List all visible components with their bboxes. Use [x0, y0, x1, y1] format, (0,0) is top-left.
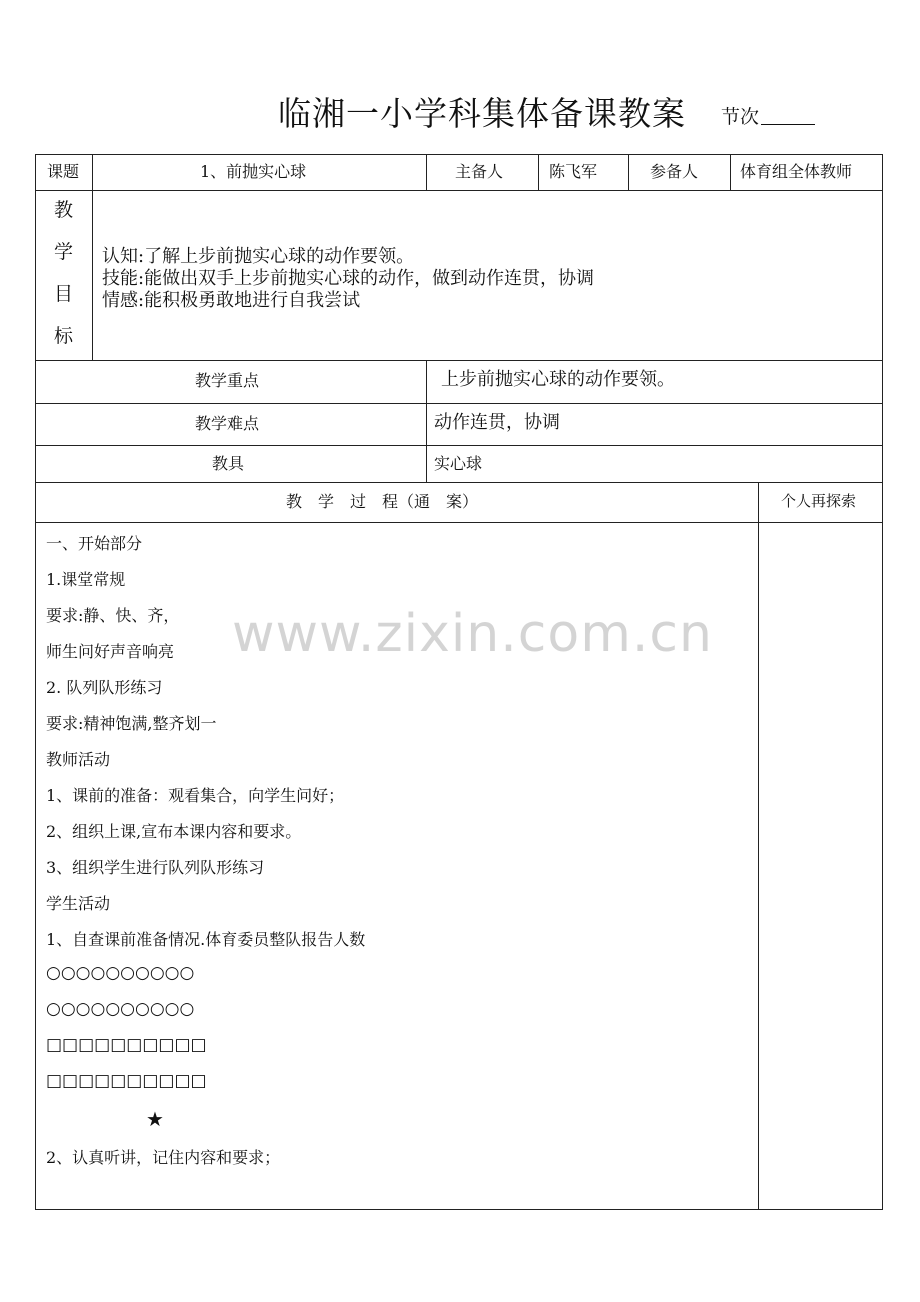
exploration-body-cell — [758, 522, 883, 1210]
participant-label: 参备人 — [650, 162, 699, 181]
equipment-label-cell — [35, 445, 427, 483]
objective-cognition: 认知:了解上步前抛实心球的动作要领。 — [102, 246, 415, 267]
key-point-label: 教学重点 — [195, 371, 260, 390]
process-line: 3、组织学生进行队列队形练习 — [46, 858, 265, 877]
process-header-cell — [35, 482, 759, 523]
equipment-value-cell — [426, 445, 883, 483]
lead-value-cell — [538, 154, 629, 191]
participant-value: 体育组全体教师 — [740, 162, 853, 181]
participant-value-cell — [730, 154, 883, 191]
process-line: 1、自查课前准备情况.体育委员整队报告人数 — [46, 930, 366, 949]
process-header: 教 学 过 程（通 案） — [286, 492, 479, 511]
process-line: 一、开始部分 — [46, 534, 143, 553]
process-line: 2. 队列队形练习 — [46, 678, 163, 697]
topic-value-cell — [92, 154, 427, 191]
lead-label-cell — [426, 154, 539, 191]
difficulty-label: 教学难点 — [195, 414, 260, 433]
session-field — [721, 102, 815, 129]
formation-row-students: □□□□□□□□□□ — [46, 1071, 207, 1091]
lead-label: 主备人 — [455, 162, 504, 181]
process-line: 2、认真听讲，记住内容和要求； — [46, 1148, 281, 1167]
difficulty-value-cell — [426, 403, 883, 446]
process-line: 2、组织上课,宣布本课内容和要求。 — [46, 822, 302, 841]
difficulty-value: 动作连贯，协调 — [434, 412, 560, 433]
objective-emotion: 情感:能积极勇敢地进行自我尝试 — [102, 290, 361, 311]
process-line: 师生问好声音响亮 — [46, 642, 175, 661]
process-line: 要求:精神饱满,整齐划一 — [46, 714, 217, 733]
topic-label: 课题 — [47, 162, 80, 181]
process-line: 要求:静、快、齐， — [46, 606, 180, 625]
equipment-label: 教具 — [212, 454, 245, 473]
objectives-label-char: 学 — [54, 241, 74, 263]
formation-row-students: ○○○○○○○○○○ — [46, 963, 195, 983]
process-line: 1.课堂常规 — [46, 570, 126, 589]
key-point-value-cell — [426, 360, 883, 404]
session-blank — [761, 106, 815, 125]
watermark: www.zixin.com.cn — [232, 604, 713, 664]
page-title: 临湘一小学科集体备课教案 — [278, 94, 686, 133]
exploration-header-cell — [758, 482, 883, 523]
process-line: 教师活动 — [46, 750, 111, 769]
participant-label-cell — [628, 154, 731, 191]
lead-value: 陈飞军 — [549, 162, 598, 181]
objectives-label-char: 标 — [54, 325, 74, 347]
key-point-label-cell — [35, 360, 427, 404]
topic-label-cell — [35, 154, 93, 191]
difficulty-label-cell — [35, 403, 427, 446]
process-line: 1、课前的准备：观看集合，向学生问好； — [46, 786, 345, 805]
session-label: 节次 — [721, 106, 760, 128]
objectives-label-char: 教 — [54, 199, 74, 221]
teacher-position-icon: ★ — [146, 1107, 164, 1131]
process-line: 学生活动 — [46, 894, 111, 913]
formation-row-students: □□□□□□□□□□ — [46, 1035, 207, 1055]
objectives-label-char: 目 — [54, 283, 74, 305]
exploration-header: 个人再探索 — [781, 492, 857, 510]
objective-skill: 技能:能做出双手上步前抛实心球的动作，做到动作连贯，协调 — [102, 268, 595, 289]
formation-row-students: ○○○○○○○○○○ — [46, 999, 195, 1019]
key-point-value: 上步前抛实心球的动作要领。 — [441, 369, 675, 390]
topic-value: 1、前抛实心球 — [200, 162, 307, 181]
equipment-value: 实心球 — [434, 454, 483, 473]
